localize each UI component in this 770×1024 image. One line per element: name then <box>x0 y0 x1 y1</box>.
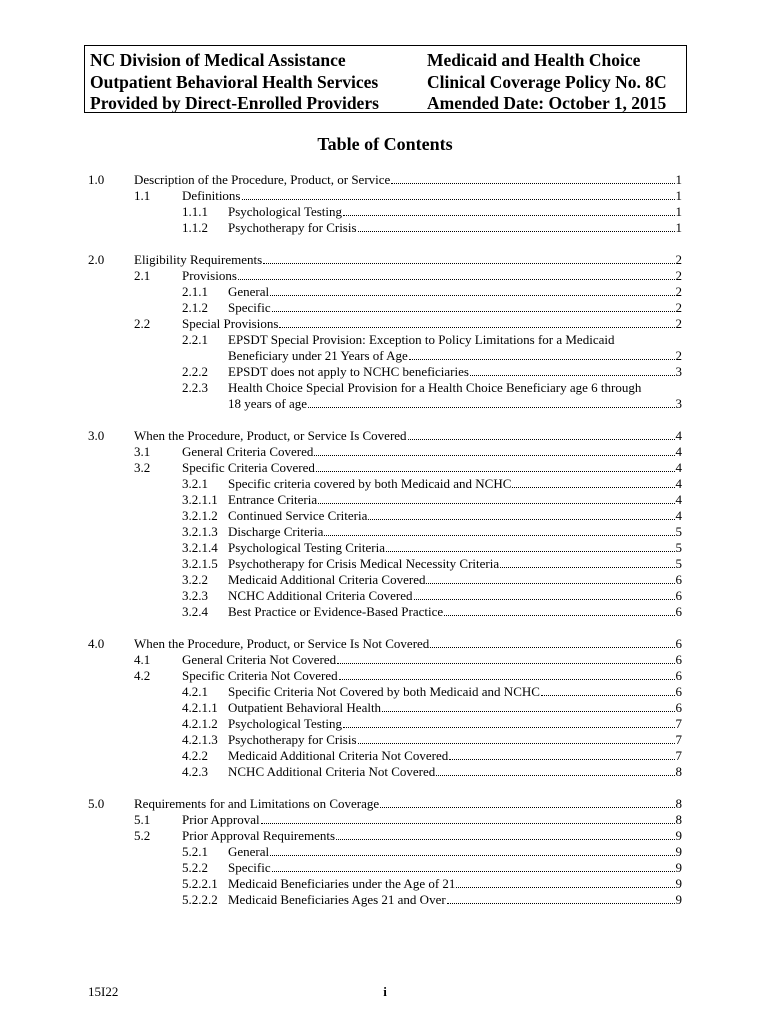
toc-entry-page: 2 <box>675 316 682 331</box>
toc-entry-page: 3 <box>675 364 682 379</box>
toc-dot-leader <box>541 684 675 696</box>
toc-entry[interactable] <box>0 748 770 764</box>
toc-entry-title: Medicaid Additional Criteria Not Covered <box>228 748 449 763</box>
toc-entry-page: 9 <box>675 828 682 843</box>
toc-entry-number: 3.2.3 <box>182 588 208 603</box>
toc-entry-page: 6 <box>675 636 682 651</box>
toc-entry[interactable] <box>0 828 770 844</box>
toc-entry-number: 5.2.1 <box>182 844 208 859</box>
toc-dot-leader <box>324 524 674 536</box>
toc-entry-number: 4.2.3 <box>182 764 208 779</box>
toc-dot-leader <box>343 716 674 728</box>
toc-entry-page: 5 <box>675 540 682 555</box>
toc-entry-number: 4.2.1.3 <box>182 732 218 747</box>
toc-dot-leader <box>426 572 674 584</box>
toc-entry-title: Prior Approval Requirements <box>182 828 336 843</box>
toc-entry-page: 9 <box>675 876 682 891</box>
toc-entry-number: 1.1.2 <box>182 220 208 235</box>
toc-entry-title: Psychological Testing <box>228 716 343 731</box>
toc-title: Table of Contents <box>317 134 453 154</box>
toc-entry-number: 3.2.1.5 <box>182 556 218 571</box>
toc-dot-leader <box>409 348 675 360</box>
toc-dot-leader <box>308 396 674 408</box>
toc-entry-number: 3.2.2 <box>182 572 208 587</box>
toc-dot-leader <box>337 652 674 664</box>
toc-entry-number: 2.1.1 <box>182 284 208 299</box>
toc-entry-page: 4 <box>675 444 682 459</box>
toc-entry-title: Outpatient Behavioral Health <box>228 700 382 715</box>
footer-document-code: 15I22 <box>88 984 119 999</box>
toc-entry[interactable] <box>0 588 770 604</box>
toc-entry-page: 1 <box>675 204 682 219</box>
toc-entry-number: 1.1.1 <box>182 204 208 219</box>
toc-entry-page: 7 <box>675 732 682 747</box>
toc-entry[interactable] <box>0 332 770 348</box>
toc-dot-leader <box>336 828 674 840</box>
toc-dot-leader <box>272 300 675 312</box>
toc-entry-page: 1 <box>675 172 682 187</box>
toc-dot-leader <box>368 508 674 520</box>
toc-entry-number: 4.0 <box>88 636 105 651</box>
toc-entry-page: 6 <box>675 700 682 715</box>
toc-entry-number: 2.2.2 <box>182 364 208 379</box>
toc-dot-leader <box>414 588 675 600</box>
toc-entry-number: 2.1.2 <box>182 300 208 315</box>
toc-entry[interactable] <box>0 684 770 700</box>
header-policy-number: Clinical Coverage Policy No. 8C <box>427 71 667 92</box>
toc-entry-number: 3.2 <box>134 460 151 475</box>
toc-entry-page: 2 <box>675 284 682 299</box>
toc-entry-number: 5.0 <box>88 796 105 811</box>
toc-entry-page: 5 <box>675 556 682 571</box>
toc-dot-leader <box>318 492 674 504</box>
toc-entry-title: Psychotherapy for Crisis <box>228 732 357 747</box>
toc-entry-number: 1.1 <box>134 188 151 203</box>
toc-entry[interactable] <box>0 428 770 444</box>
toc-entry[interactable] <box>0 204 770 220</box>
toc-entry-number: 3.2.4 <box>182 604 208 619</box>
toc-entry-page: 5 <box>675 524 682 539</box>
toc-entry-number: 3.1 <box>134 444 151 459</box>
toc-entry-number: 2.2.1 <box>182 332 208 347</box>
toc-entry[interactable] <box>0 716 770 732</box>
toc-entry[interactable] <box>0 892 770 908</box>
toc-entry[interactable] <box>0 476 770 492</box>
toc-entry-title: Specific <box>228 300 271 315</box>
toc-entry-page: 2 <box>675 300 682 315</box>
toc-dot-leader <box>270 284 674 296</box>
toc-entry[interactable] <box>0 812 770 828</box>
toc-entry-title: Medicaid Beneficiaries under the Age of 21 <box>228 876 456 891</box>
toc-entry-title: Eligibility Requirements <box>134 252 263 267</box>
toc-entry-title: General Criteria Not Covered <box>182 652 337 667</box>
toc-dot-leader <box>279 316 674 328</box>
toc-entry-page: 9 <box>675 860 682 875</box>
toc-entry-page: 8 <box>675 796 682 811</box>
header-amended-date: Amended Date: October 1, 2015 <box>427 93 667 113</box>
footer-page-number: i <box>383 984 387 999</box>
toc-entry[interactable] <box>0 668 770 684</box>
toc-entry-page: 8 <box>675 812 682 827</box>
toc-entry-title: Beneficiary under 21 Years of Age <box>228 348 408 363</box>
toc-entry-title: Specific <box>228 860 271 875</box>
toc-entry[interactable] <box>0 284 770 300</box>
toc-dot-leader <box>261 812 675 824</box>
toc-entry-page: 6 <box>675 604 682 619</box>
toc-entry[interactable] <box>0 300 770 316</box>
toc-entry[interactable] <box>0 348 770 364</box>
toc-entry[interactable] <box>0 572 770 588</box>
toc-entry-page: 9 <box>675 892 682 907</box>
toc-dot-leader <box>343 204 674 216</box>
toc-entry-number: 3.2.1.3 <box>182 524 218 539</box>
toc-entry[interactable] <box>0 492 770 508</box>
toc-entry-page: 7 <box>675 748 682 763</box>
toc-entry[interactable] <box>0 316 770 332</box>
toc-entry[interactable] <box>0 860 770 876</box>
toc-dot-leader <box>408 428 675 440</box>
toc-dot-leader <box>358 732 675 744</box>
toc-dot-leader <box>263 252 674 264</box>
toc-entry[interactable] <box>0 652 770 668</box>
toc-entry-page: 6 <box>675 652 682 667</box>
toc-entry-title: EPSDT does not apply to NCHC beneficiaries <box>228 364 469 379</box>
toc-entry-title: Provisions <box>182 268 237 283</box>
toc-dot-leader <box>272 860 675 872</box>
toc-entry-number: 2.1 <box>134 268 151 283</box>
toc-entry[interactable] <box>0 396 770 412</box>
toc-entry-page: 4 <box>675 492 682 507</box>
toc-entry-number: 3.2.1 <box>182 476 208 491</box>
toc-entry-title: Special Provisions <box>182 316 279 331</box>
header-right-block <box>427 50 667 115</box>
toc-entry[interactable] <box>0 604 770 620</box>
toc-entry-number: 4.2.1 <box>182 684 208 699</box>
toc-entry[interactable] <box>0 364 770 380</box>
toc-entry-title: NCHC Additional Criteria Not Covered <box>228 764 436 779</box>
toc-entry-title: General <box>228 284 270 299</box>
toc-entry-page: 7 <box>675 716 682 731</box>
toc-entry-number: 4.2.2 <box>182 748 208 763</box>
toc-entry-page: 2 <box>675 348 682 363</box>
toc-dot-leader <box>512 476 674 488</box>
toc-entry-title: 18 years of age <box>228 396 308 411</box>
toc-entry-title: Continued Service Criteria <box>228 508 368 523</box>
toc-entry-title: EPSDT Special Provision: Exception to Policy Limitations for a Medicaid <box>228 332 615 347</box>
toc-entry-number: 3.0 <box>88 428 105 443</box>
header-service: Outpatient Behavioral Health Services <box>90 71 379 92</box>
toc-entry-title: Psychological Testing <box>228 204 343 219</box>
toc-entry-title: When the Procedure, Product, or Service Is Not Covered <box>134 636 430 651</box>
toc-entry-title: Medicaid Beneficiaries Ages 21 and Over <box>228 892 446 907</box>
toc-entry-title: Discharge Criteria <box>228 524 324 539</box>
toc-dot-leader <box>270 844 674 856</box>
toc-dot-leader <box>242 188 675 200</box>
toc-entry-page: 9 <box>675 844 682 859</box>
toc-entry[interactable] <box>0 796 770 812</box>
toc-entry-page: 3 <box>675 396 682 411</box>
toc-entry-page: 2 <box>675 268 682 283</box>
toc-entry[interactable] <box>0 700 770 716</box>
header-program: Medicaid and Health Choice <box>427 50 641 70</box>
toc-entry-number: 4.2 <box>134 668 151 683</box>
toc-entry[interactable] <box>0 540 770 556</box>
toc-entry-number: 5.2.2.1 <box>182 876 218 891</box>
toc-entry[interactable] <box>0 252 770 268</box>
toc-entry-number: 3.2.1.2 <box>182 508 218 523</box>
toc-entry-title: Entrance Criteria <box>228 492 318 507</box>
toc-entry[interactable] <box>0 460 770 476</box>
toc-entry-number: 2.0 <box>88 252 105 267</box>
toc-dot-leader <box>380 796 674 808</box>
toc-entry-title: Definitions <box>182 188 241 203</box>
header-providers: Provided by Direct-Enrolled Providers <box>90 93 379 113</box>
toc-entry-page: 1 <box>675 220 682 235</box>
toc-entry-page: 6 <box>675 572 682 587</box>
toc-dot-leader <box>382 700 674 712</box>
toc-entry-page: 6 <box>675 588 682 603</box>
toc-entry-number: 5.2.2 <box>182 860 208 875</box>
toc-dot-leader <box>430 636 674 648</box>
toc-entry[interactable] <box>0 188 770 204</box>
toc-dot-leader <box>447 892 675 904</box>
toc-entry-number: 5.2.2.2 <box>182 892 218 907</box>
toc-entry[interactable] <box>0 844 770 860</box>
toc-entry-title: Health Choice Special Provision for a Health Choice Beneficiary age 6 through <box>228 380 642 395</box>
toc-entry[interactable] <box>0 556 770 572</box>
toc-entry-title: Psychological Testing Criteria <box>228 540 385 555</box>
toc-entry-title: NCHC Additional Criteria Covered <box>228 588 413 603</box>
toc-dot-leader <box>314 444 674 456</box>
toc-entry[interactable] <box>0 636 770 652</box>
toc-entry[interactable] <box>0 268 770 284</box>
toc-entry-page: 6 <box>675 684 682 699</box>
toc-dot-leader <box>316 460 675 472</box>
toc-entry-title: When the Procedure, Product, or Service Is Covered <box>134 428 407 443</box>
toc-dot-leader <box>391 172 674 184</box>
toc-entry-title: Specific Criteria Covered <box>182 460 315 475</box>
toc-entry-title: Requirements for and Limitations on Coverage <box>134 796 380 811</box>
toc-entry-title: Prior Approval <box>182 812 260 827</box>
toc-entry[interactable] <box>0 732 770 748</box>
toc-entry[interactable] <box>0 444 770 460</box>
toc-dot-leader <box>456 876 674 888</box>
toc-entry[interactable] <box>0 524 770 540</box>
toc-entry-title: Medicaid Additional Criteria Covered <box>228 572 426 587</box>
toc-entry-number: 5.2 <box>134 828 151 843</box>
toc-entry-title: General <box>228 844 270 859</box>
toc-entry-title: General Criteria Covered <box>182 444 314 459</box>
toc-dot-leader <box>386 540 675 552</box>
toc-dot-leader <box>449 748 674 760</box>
toc-dot-leader <box>444 604 674 616</box>
toc-dot-leader <box>500 556 674 568</box>
toc-entry-title: Specific criteria covered by both Medicaid and NCHC <box>228 476 512 491</box>
toc-entry-page: 4 <box>675 508 682 523</box>
toc-entry-number: 1.0 <box>88 172 105 187</box>
toc-entry-page: 4 <box>675 460 682 475</box>
toc-entry-number: 3.2.1.1 <box>182 492 218 507</box>
toc-entry[interactable] <box>0 380 770 396</box>
toc-dot-leader <box>339 668 675 680</box>
toc-entry-page: 1 <box>675 188 682 203</box>
toc-entry[interactable] <box>0 220 770 236</box>
toc-entry-page: 2 <box>675 252 682 267</box>
header-left-block <box>90 50 379 115</box>
toc-entry-number: 4.2.1.1 <box>182 700 218 715</box>
toc-entry[interactable] <box>0 508 770 524</box>
toc-entry-title: Description of the Procedure, Product, or Service <box>134 172 391 187</box>
toc-entry-number: 4.2.1.2 <box>182 716 218 731</box>
toc-entry-number: 5.1 <box>134 812 151 827</box>
toc-dot-leader <box>470 364 675 376</box>
toc-entry-page: 8 <box>675 764 682 779</box>
toc-entry-number: 3.2.1.4 <box>182 540 218 555</box>
toc-entry-title: Psychotherapy for Crisis Medical Necessity Criteria <box>228 556 500 571</box>
toc-entry[interactable] <box>0 172 770 188</box>
toc-entry-page: 4 <box>675 428 682 443</box>
toc-entry-title: Best Practice or Evidence-Based Practice <box>228 604 444 619</box>
policy-header-box <box>84 45 687 113</box>
toc-dot-leader <box>436 764 674 776</box>
toc-entry-number: 2.2 <box>134 316 151 331</box>
toc-entry-page: 6 <box>675 668 682 683</box>
toc-dot-leader <box>238 268 675 280</box>
toc-entry-title: Specific Criteria Not Covered by both Medicaid and NCHC <box>228 684 540 699</box>
toc-entry-page: 4 <box>675 476 682 491</box>
toc-entry-number: 4.1 <box>134 652 151 667</box>
toc-dot-leader <box>358 220 675 232</box>
toc-entry[interactable] <box>0 764 770 780</box>
toc-entry-number: 2.2.3 <box>182 380 208 395</box>
toc-entry-title: Psychotherapy for Crisis <box>228 220 357 235</box>
toc-entry[interactable] <box>0 876 770 892</box>
header-agency: NC Division of Medical Assistance <box>90 50 346 70</box>
toc-entry-title: Specific Criteria Not Covered <box>182 668 338 683</box>
